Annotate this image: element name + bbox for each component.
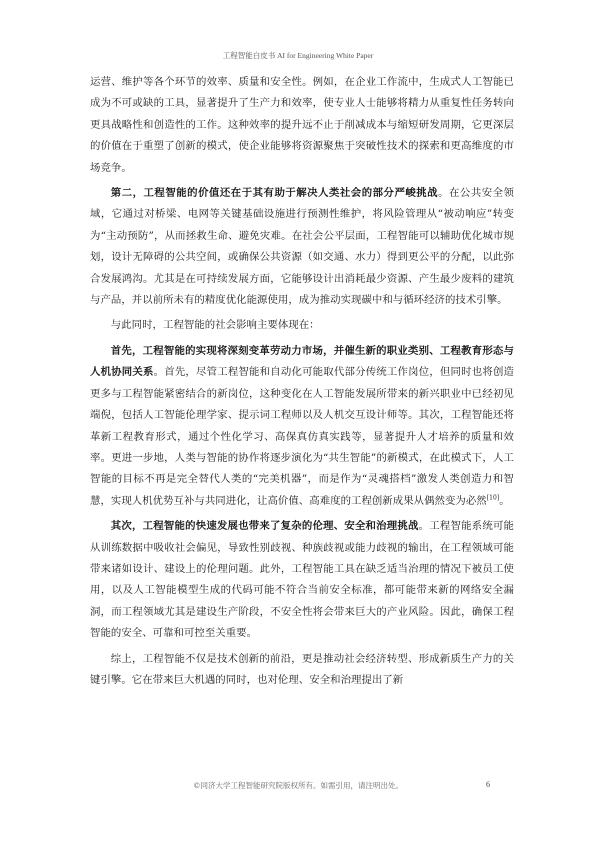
copyright-footer: ©同济大学工程智能研究院版权所有。如需引用，请注明出处。 <box>193 781 403 790</box>
citation-marker[interactable]: [10] <box>486 494 500 502</box>
paragraph-text: 。工程智能系统可能从训练数据中吸收社会偏见，导致性别歧视、种族歧视或能力歧视的输出，在工程领域可能带来诸如设计、建设上的伦理问题。此外，工程智能工具在缺乏适当治理的情况下被员工使用，以及人工智能模型生成的代码可能不符合当前安全标准，都可能带来新的网络安全漏洞，而工程领域尤其是建设生产阶段，不安全性将会带来巨大的产业风险。因此，确保工程智能的安全、可靠和可控至关重要。 <box>90 520 515 640</box>
paragraph-lead: 首先，工程智能的实现将深刻变革劳动力市场，并催生新的职业类别、工程教育形态与人机协同关系 <box>90 344 514 379</box>
paragraph-summary <box>90 649 514 692</box>
paragraph-text: 与此同时，工程智能的社会影响主要体现在： <box>110 319 320 332</box>
paragraph-lead: 其次，工程智能的快速发展也带来了复杂的伦理、安全和治理挑战 <box>110 520 419 533</box>
paragraph-labor-market <box>90 341 514 512</box>
paragraph-ethics-challenges <box>90 516 514 644</box>
page-number: 6 <box>486 780 490 789</box>
paragraph-lead: 第二，工程智能的价值还在于其有助于解决人类社会的部分严峻挑战 <box>110 187 439 200</box>
paragraph-text: 。在公共安全领域，它通过对桥梁、电网等关键基础设施进行预测性维护，将风险管理从“被动响应”转变为“主动预防”，从而拯救生命、避免灾难。在社会公平层面，工程智能可以辅助优化城市规划，设计无障碍的公共空间，或确保公共资源（如交通、水力）得到更公平的分配，以此弥合发展鸿沟。尤其是在可持续发展方面，它能够设计出消耗最少资源、产生最少废料的建筑与产品，并以前所未有的精度优化能源使用，成为推动实现碳中和与循环经济的技术引擎。 <box>90 187 514 307</box>
paragraph-text: 运营、维护等各个环节的效率、质量和安全性。例如，在企业工作流中，生成式人工智能已成为不可或缺的工具，显著提升了生产力和效率，使专业人士能够将精力从重复性任务转向更具战略性和创造性的工作。这种效率的提升远不止于削减成本与缩短研发周期，它更深层的价值在于重塑了创新的模式，使企业能够将资源聚焦于突破性技术的探索和更高维度的市场竞争。 <box>90 76 514 174</box>
paragraph-tail: 。 <box>499 494 510 507</box>
paragraph-second-point <box>90 183 514 311</box>
paragraph-transition <box>90 315 514 336</box>
paragraph-text: 。首先，尽管工程智能和自动化可能取代部分传统工作岗位，但同时也将创造更多与工程智能紧密结合的新岗位，这种变化在人工智能发展所带来的新兴职业中已经初见端倪，包括人工智能伦理学家、提示词工程师以及人机交互设计师等。其次，工程智能还将革新工程教育形式，通过个性化学习、高保真仿真实践等，显著提升人才培养的质量和效率。更进一步地，人类与智能的协作将逐步演化为“共生智能”的新模式，在此模式下，人工智能的目标不再是完全替代人类的“完美机器”，而是作为“灵魂搭档”激发人类创造力和智慧，实现人机优势互补与共同进化，让高价值、高难度的工程创新成果从偶然变为必然 <box>90 366 514 507</box>
paragraph-text: 综上，工程智能不仅是技术创新的前沿，更是推动社会经济转型、形成新质生产力的关键引擎。它在带来巨大机遇的同时，也对伦理、安全和治理提出了新 <box>90 652 514 686</box>
running-header: 工程智能白皮书 AI for Engineering White Paper <box>222 51 374 60</box>
paragraph-continued <box>90 72 514 179</box>
body-text <box>90 72 514 695</box>
